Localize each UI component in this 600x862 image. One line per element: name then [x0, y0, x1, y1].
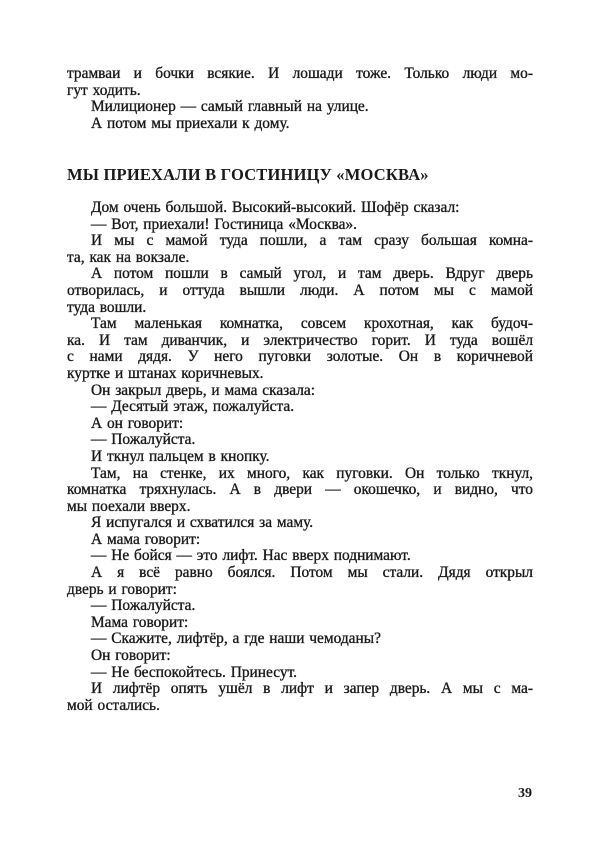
text-line: с нами дядя. У него пуговки золотые. Он в коричневой — [67, 348, 533, 366]
text-line: ка. И там диванчик, и электричество горит. И туда вошёл — [67, 331, 533, 349]
text-line: — Не беспокойтесь. Принесут. — [91, 663, 297, 681]
text-line: А мама говорит: — [91, 530, 201, 548]
text-line: та, как на вокзале. — [67, 248, 190, 266]
text-line: А он говорит: — [91, 414, 184, 432]
chapter-body — [67, 200, 533, 714]
text-line: Там, на стенке, их много, как пуговки. Он только ткнул, — [91, 464, 533, 482]
text-line: Дом очень большой. Высокий-высокий. Шофёр сказал: — [91, 199, 460, 216]
text-line: дверь и говорит: — [67, 580, 177, 598]
text-line: — Десятый этаж, пожалуйста. — [91, 398, 295, 416]
text-line: Он говорит: — [91, 647, 171, 665]
text-line: трамваи и бочки всякие. И лошади тоже. Только люди мо- — [67, 65, 533, 82]
text-line: А потом мы приехали к дому. — [91, 114, 290, 132]
text-line: отворилась, и оттуда вышли люди. А потом мы с мамой — [67, 281, 533, 299]
text-line: мы поехали вверх. — [67, 497, 191, 515]
text-line: туда вошли. — [67, 298, 147, 316]
text-line: Милиционер — самый главный на улице. — [91, 98, 369, 116]
text-line: — Пожалуйста. — [91, 431, 196, 449]
text-line: И мы с мамой туда пошли, а там сразу большая комна- — [91, 232, 533, 250]
text-line: комнатка тряхнулась. А в двери — окошечко, и видно, что — [67, 481, 533, 499]
text-line: — Не бойся — это лифт. Нас вверх поднимают. — [91, 547, 411, 565]
text-line: мой остались. — [67, 696, 160, 714]
text-line: И ткнул пальцем в кнопку. — [91, 447, 270, 465]
text-line: куртке и штанах коричневых. — [67, 364, 264, 382]
text-line: А потом пошли в самый угол, и там дверь. Вдруг дверь — [91, 265, 533, 283]
text-line: — Пожалуйста. — [91, 597, 196, 615]
text-line: гут ходить. — [67, 81, 141, 99]
page-number: 39 — [518, 786, 532, 801]
text-line: Там маленькая комнатка, совсем крохотная, как будоч- — [91, 315, 533, 333]
text-line: — Скажите, лифтёр, а где наши чемоданы? — [91, 630, 381, 648]
chapter-heading: МЫ ПРИЕХАЛИ В ГОСТИНИЦУ «МОСКВА» — [67, 165, 429, 184]
text-line: Он закрыл дверь, и мама сказала: — [91, 381, 316, 399]
text-line: А я всё равно боялся. Потом мы стали. Дядя открыл — [91, 564, 533, 582]
text-line: Я испугался и схватился за маму. — [91, 514, 314, 532]
text-line: И лифтёр опять ушёл в лифт и запер дверь. А мы с ма- — [91, 680, 533, 698]
text-line: — Вот, приехали! Гостиница «Москва». — [91, 215, 358, 233]
text-line: Мама говорит: — [91, 613, 189, 631]
previous-chapter-ending — [67, 66, 533, 132]
